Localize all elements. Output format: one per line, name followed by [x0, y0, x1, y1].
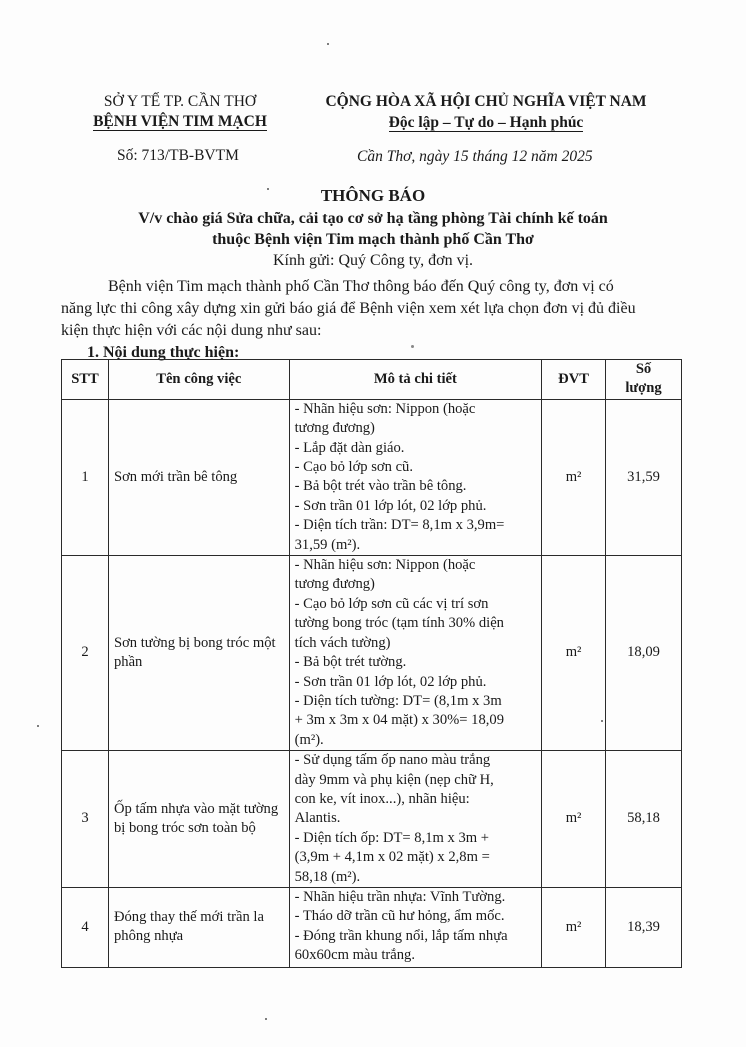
row-task-name: Sơn mới trần bê tông	[108, 399, 289, 555]
header-task-name: Tên công việc	[108, 360, 289, 400]
notice-title: THÔNG BÁO	[320, 186, 426, 205]
header-left	[70, 92, 290, 132]
scan-speck	[267, 188, 269, 190]
motto: Độc lập – Tự do – Hạnh phúc	[388, 114, 584, 131]
row-description: - Nhãn hiệu trần nhựa: Vĩnh Tường. - Tháo dỡ trần cũ hư hỏng, ẩm mốc. - Đóng trần khung nổi, lắp tấm nhựa 60x60cm màu trắng.	[289, 887, 542, 967]
row-quantity: 31,59	[606, 399, 682, 555]
row-stt: 3	[62, 751, 109, 888]
row-quantity: 58,18	[606, 751, 682, 888]
row-unit: m²	[542, 556, 606, 751]
table-row	[62, 399, 682, 555]
table-row	[62, 887, 682, 967]
notice-subject-line1: V/v chào giá Sửa chữa, cải tạo cơ sở hạ tầng phòng Tài chính kế toán	[138, 210, 608, 227]
row-unit: m²	[542, 399, 606, 555]
row-task-name: Đóng thay thế mới trần la phông nhựa	[108, 887, 289, 967]
row-unit: m²	[542, 887, 606, 967]
work-table	[61, 359, 682, 968]
row-quantity: 18,09	[606, 556, 682, 751]
document-date: Cần Thơ, ngày 15 tháng 12 năm 2025	[357, 148, 593, 165]
hospital-name: BỆNH VIỆN TIM MẠCH	[93, 113, 267, 130]
table-row	[62, 556, 682, 751]
table-header-row	[62, 360, 682, 400]
recipient: Kính gửi: Quý Công ty, đơn vị.	[272, 252, 474, 269]
header-unit: ĐVT	[542, 360, 606, 400]
body-line-2: năng lực thi công xây dựng xin gửi báo giá để Bệnh viện xem xét lựa chọn đơn vị đủ điều	[61, 300, 636, 317]
table-row	[62, 751, 682, 888]
header-quantity: Số lượng	[606, 360, 682, 400]
document-number: Số: 713/TB-BVTM	[117, 147, 239, 164]
row-task-name: Ốp tấm nhựa vào mặt tường bị bong tróc sơn toàn bộ	[108, 751, 289, 888]
scan-speck	[327, 43, 329, 45]
row-unit: m²	[542, 751, 606, 888]
row-quantity: 18,39	[606, 887, 682, 967]
section-heading: 1. Nội dung thực hiện:	[87, 344, 240, 361]
header-stt: STT	[62, 360, 109, 400]
scan-speck	[265, 1018, 267, 1020]
row-description: - Sử dụng tấm ốp nano màu trắng dày 9mm và phụ kiện (nẹp chữ H, con ke, vít inox...), nhãn hiệu: Alantis. - Diện tích ốp: DT= 8,1m x 3m + (3,9m + 4,1m x 02 mặt) x 2,8m = 58,18 (m²).	[289, 751, 542, 888]
department-name: SỞ Y TẾ TP. CẦN THƠ	[103, 93, 257, 110]
country-name: CỘNG HÒA XÃ HỘI CHỦ NGHĨA VIỆT NAM	[325, 93, 647, 110]
body-line-3: kiện thực hiện với các nội dung như sau:	[61, 322, 322, 339]
row-stt: 4	[62, 887, 109, 967]
scan-speck	[37, 725, 39, 727]
notice-subject-line2: thuộc Bệnh viện Tim mạch thành phố Cần Thơ	[212, 231, 534, 248]
row-description: - Nhãn hiệu sơn: Nippon (hoặc tương đương) - Cạo bỏ lớp sơn cũ các vị trí sơn tường bong tróc (tạm tính 30% diện tích vách tường) - Bả bột trét tường. - Sơn trần 01 lớp lót, 02 lớp phủ. - Diện tích tường: DT= (8,1m x 3m + 3m x 3m x 04 mặt) x 30%= 18,09 (m²).	[289, 556, 542, 751]
row-stt: 1	[62, 399, 109, 555]
row-task-name: Sơn tường bị bong tróc một phần	[108, 556, 289, 751]
header-description: Mô tả chi tiết	[289, 360, 542, 400]
scan-speck	[411, 345, 414, 348]
body-line-1: Bệnh viện Tim mạch thành phố Cần Thơ thông báo đến Quý công ty, đơn vị có	[108, 278, 614, 295]
scan-speck	[601, 720, 603, 722]
row-description: - Nhãn hiệu sơn: Nippon (hoặc tương đương) - Lắp đặt dàn giáo. - Cạo bỏ lớp sơn cũ. - Bả bột trét vào trần bê tông. - Sơn trần 01 lớp lót, 02 lớp phủ. - Diện tích trần: DT= 8,1m x 3,9m= 31,59 (m²).	[289, 399, 542, 555]
row-stt: 2	[62, 556, 109, 751]
